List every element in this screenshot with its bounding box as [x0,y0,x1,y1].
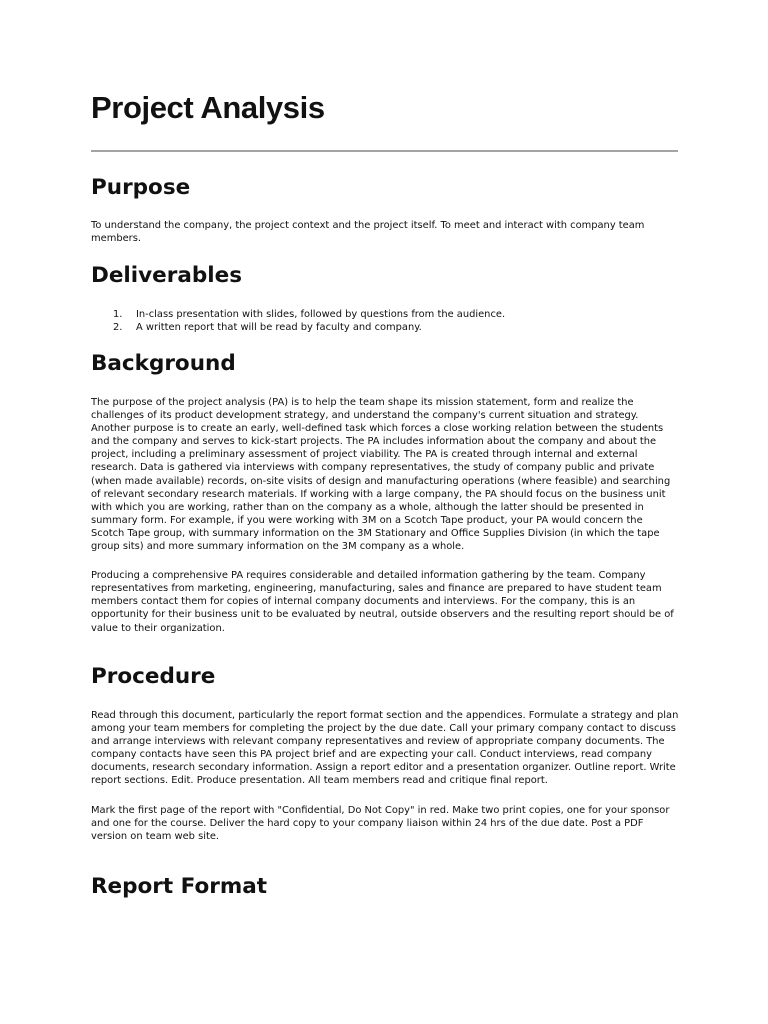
list-item-number: 1. [113,309,123,320]
section-deliverables [91,262,679,334]
background-paragraph-2: Producing a comprehensive PA requires considerable and detailed information gathering by the team. Company representatives from marketing, engineering, manufacturing, sales and finance are prepared to have student team members contact them for copies of internal company documents and interviews. For the company, this is an opportunity for their business unit to be evaluated by neutral, outside observers and the resulting report should be of value to their organization. [91,570,674,634]
list-item-number: 2. [113,322,123,334]
list-item-text: A written report that will be read by faculty and company. [136,322,422,334]
list-item-text: In-class presentation with slides, followed by questions from the audience. [136,309,506,320]
section-background [91,350,679,635]
deliverables-list [91,308,679,334]
list-item [91,308,679,321]
procedure-paragraph-1: Read through this document, particularly the report format section and the appendices. Formulate a strategy and plan among your team members for completing the project by the due date. Call your primary company contact to discuss and arrange interviews with relevant company representatives and review of appropriate company documents. The company contacts have seen this PA project brief and are expecting your call. Conduct interviews, read company documents, research secondary information. Assign a report editor and a presentation organizer. Outline report. Write report sections. Edit. Produce presentation. All team members read and critique final report. [91,710,679,787]
title-divider [91,150,678,152]
background-paragraph-1: The purpose of the project analysis (PA) is to help the team shape its mission statement, form and realize the challenges of its product development strategy, and understand the company's current situation and strategy. Another purpose is to create an early, well-defined task which forces a close working relation between the students and the company and serves to kick-start projects. The PA includes information about the company and about the project, including a preliminary assessment of project viability. The PA is created through internal and external research. Data is gathered via interviews with company representatives, the study of company public and private (when made available) records, on-site visits of design and manufacturing operations (where feasible) and searching of relevant secondary research materials. If working with a large company, the PA should focus on the business unit with which you are working, rather than on the company as a whole, although the latter should be presented in summary form. For example, if you were working with 3M on a Scotch Tape product, your PA would concern the Scotch Tape group, with summary information on the 3M Stationary and Office Supplies Division (in which the tape group sits) and more summary information on the 3M company as a whole. [91,397,671,553]
section-heading-procedure: Procedure [91,664,216,689]
section-heading-background: Background [91,351,236,376]
section-report-format [91,873,679,901]
purpose-text: To understand the company, the project context and the project itself. To meet and interact with company team members. [91,220,645,245]
procedure-paragraph-2: Mark the first page of the report with "Confidential, Do Not Copy" in red. Make two print copies, one for your sponsor and one for the course. Deliver the hard copy to your company liaison within 24 hrs of the due date. Post a PDF version on team web site. [91,804,670,842]
list-item [91,321,679,334]
page-title: Project Analysis [91,90,325,125]
section-procedure [91,663,679,843]
section-heading-purpose: Purpose [91,175,191,200]
section-purpose [91,174,679,245]
section-heading-report-format: Report Format [91,874,268,899]
section-heading-deliverables: Deliverables [91,263,243,288]
